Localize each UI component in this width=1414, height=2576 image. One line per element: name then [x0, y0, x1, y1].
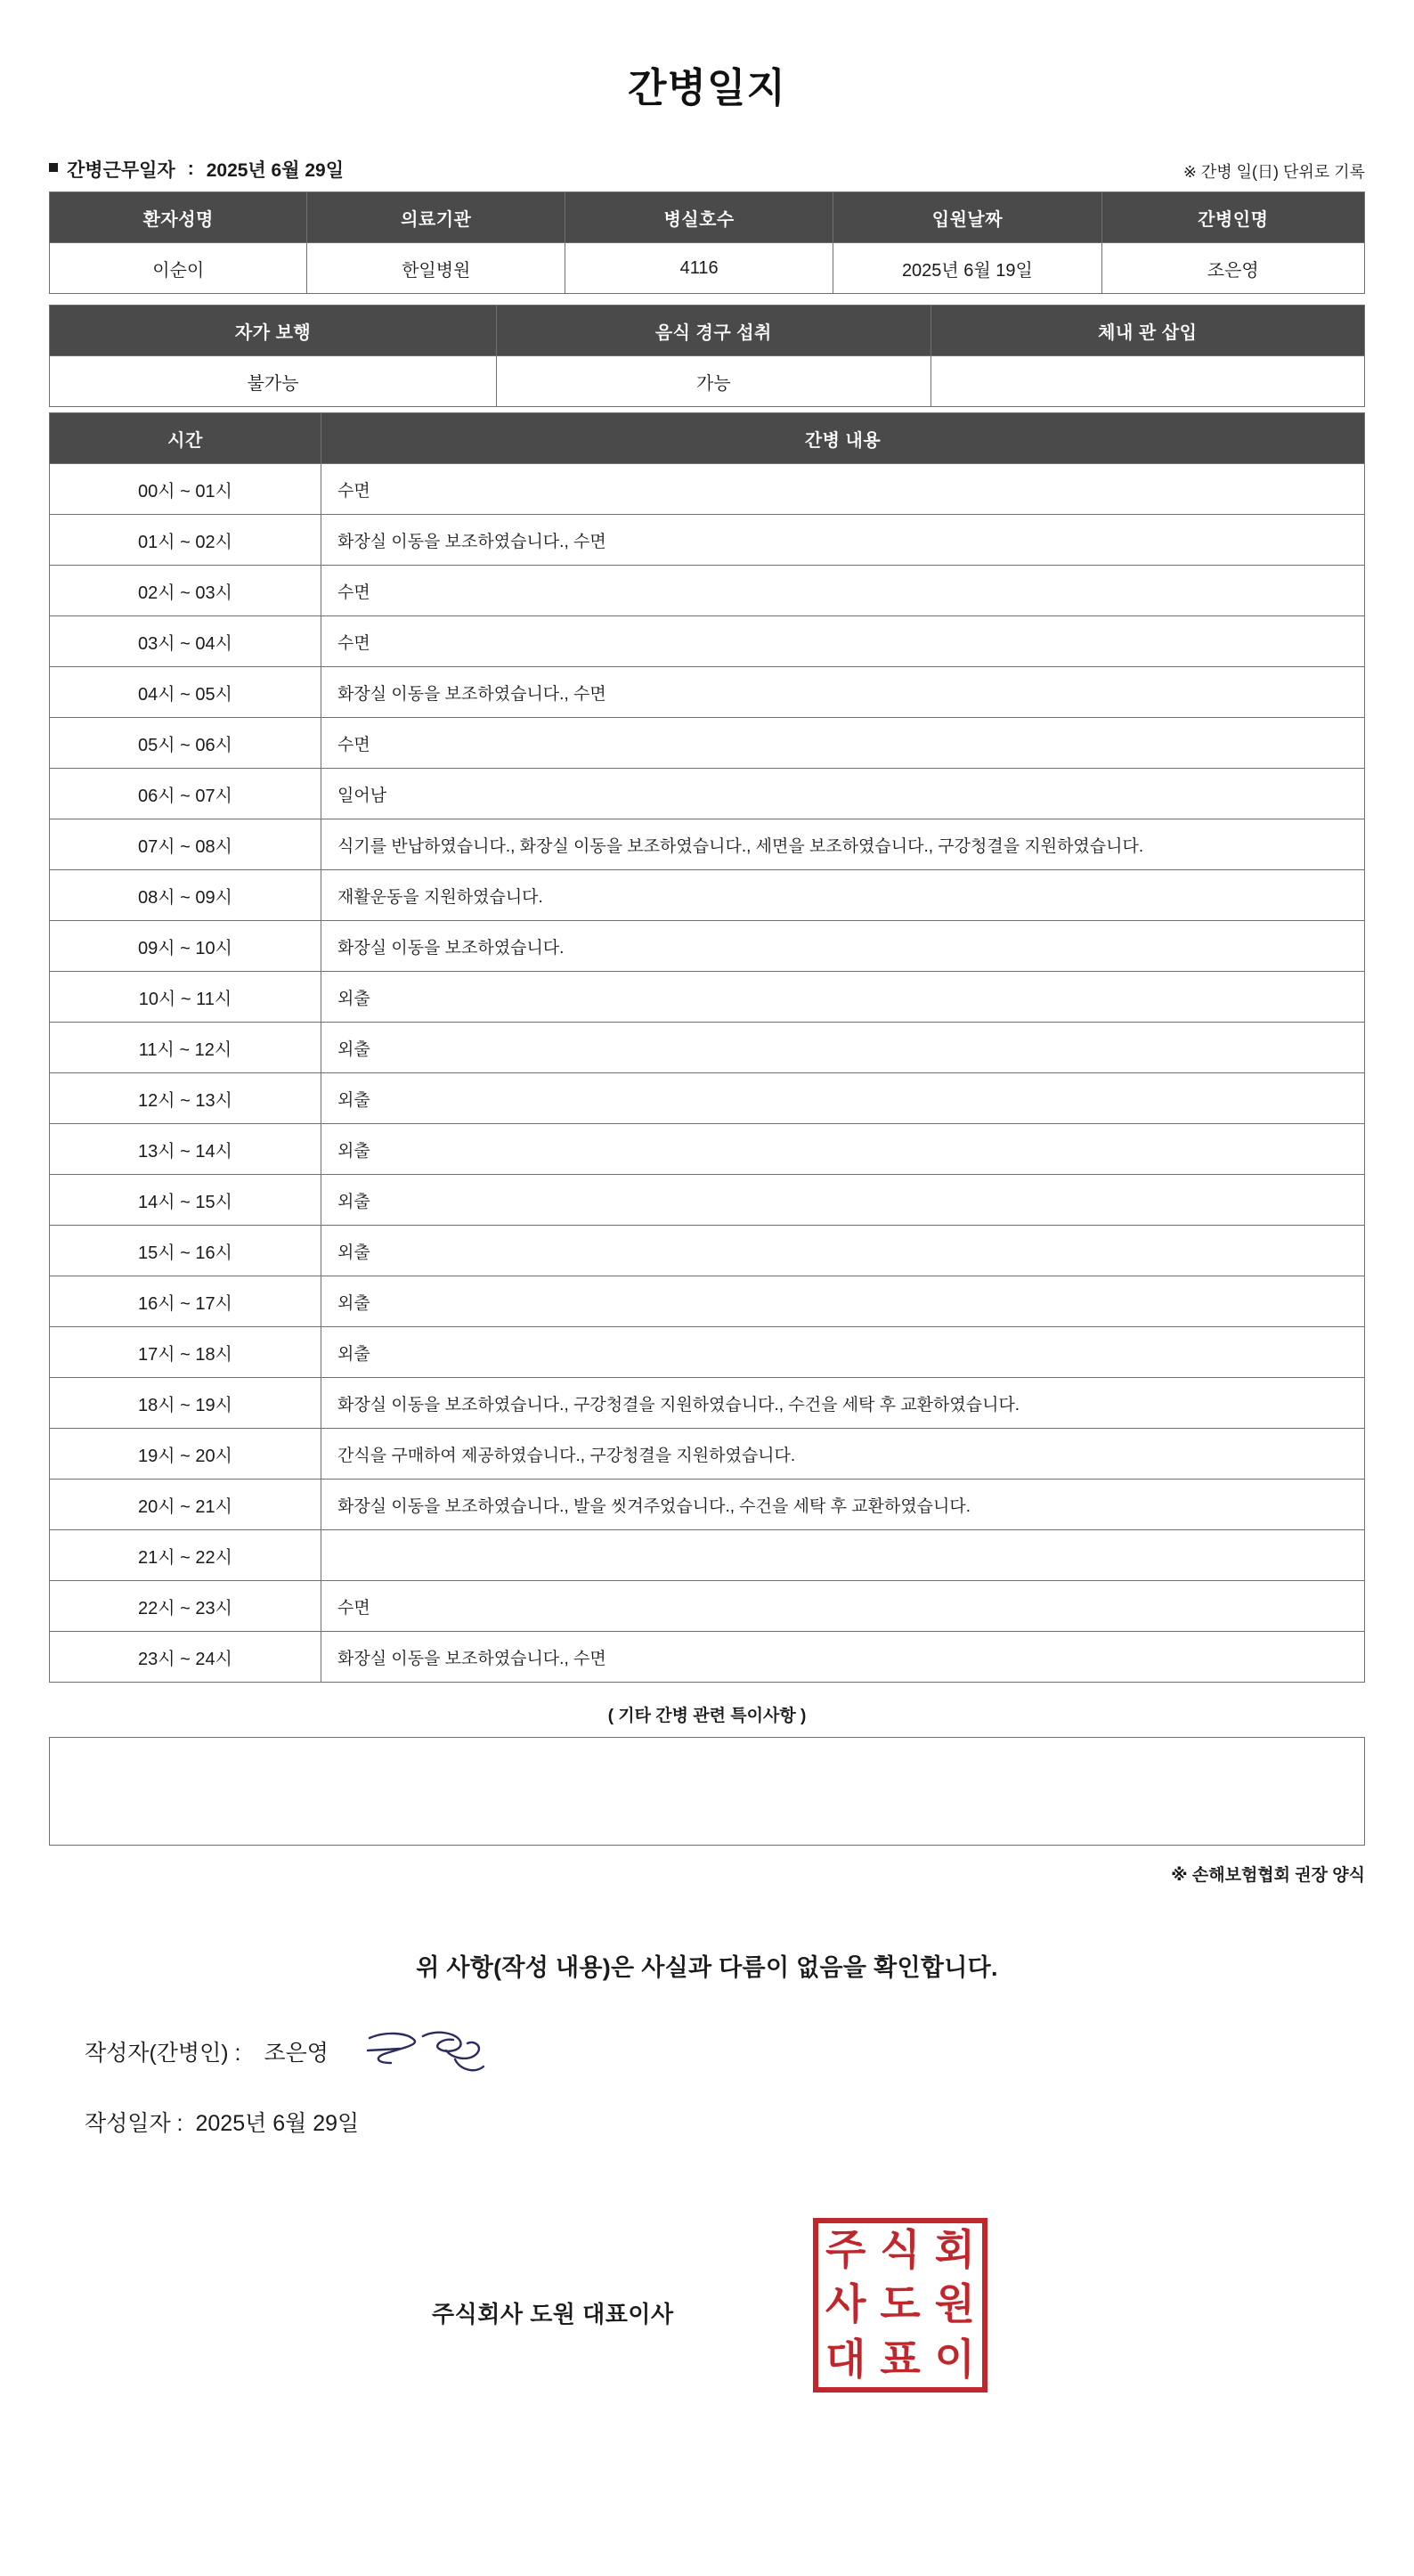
- col-header-time: 시간: [50, 413, 321, 464]
- cell-time: 15시 ~ 16시: [50, 1226, 321, 1276]
- value-room-number: 4116: [565, 243, 833, 294]
- value-hospital: 한일병원: [307, 243, 565, 294]
- cell-note: 외출: [321, 1124, 1365, 1175]
- remarks-box[interactable]: [49, 1737, 1365, 1846]
- cell-time: 19시 ~ 20시: [50, 1429, 321, 1480]
- table-row: [50, 870, 1365, 921]
- cell-note: 화장실 이동을 보조하였습니다., 수면: [321, 515, 1365, 566]
- cell-note: 외출: [321, 1226, 1365, 1276]
- hourly-log-table: [49, 412, 1365, 1683]
- association-note: ※ 손해보험협회 권장 양식: [1171, 1866, 1365, 1885]
- cell-note: 간식을 구매하여 제공하였습니다., 구강청결을 지원하였습니다.: [321, 1429, 1365, 1480]
- cell-time: 17시 ~ 18시: [50, 1327, 321, 1378]
- cell-time: 03시 ~ 04시: [50, 616, 321, 667]
- unit-note: ※ 간병 일(日) 단위로 기록: [1182, 163, 1365, 181]
- table-gap: [49, 294, 1365, 299]
- table-row: [50, 1530, 1365, 1581]
- cell-note: 수면: [321, 1581, 1365, 1632]
- author-value: 조은영: [264, 2041, 329, 2066]
- value-oral-intake: 가능: [497, 356, 930, 407]
- table-row: [50, 718, 1365, 769]
- cell-time: 23시 ~ 24시: [50, 1632, 321, 1683]
- cell-note: 화장실 이동을 보조하였습니다., 수면: [321, 1632, 1365, 1683]
- table-row: [50, 1023, 1365, 1073]
- table-row: [50, 1327, 1365, 1378]
- author-row: [49, 2024, 1365, 2106]
- col-header-hospital: 의료기관: [307, 192, 565, 243]
- col-header-caregiver-name: 간병인명: [1101, 192, 1364, 243]
- seal-char: 이: [934, 2335, 976, 2384]
- cell-time: 05시 ~ 06시: [50, 718, 321, 769]
- cell-note: 화장실 이동을 보조하였습니다., 발을 씻겨주었습니다., 수건을 세탁 후 교환하였습니다.: [321, 1480, 1365, 1530]
- work-date-label: 간병근무일자: [67, 160, 175, 181]
- value-admission-date: 2025년 6월 19일: [833, 243, 1101, 294]
- seal-char: 대: [825, 2335, 866, 2384]
- table-row: [50, 616, 1365, 667]
- write-date-row: [49, 2106, 1365, 2138]
- patient-info-table: [49, 192, 1365, 294]
- company-name: 주식회사 도원 대표이사: [432, 2301, 674, 2327]
- table-header-row: [50, 413, 1365, 464]
- cell-time: 22시 ~ 23시: [50, 1581, 321, 1632]
- cell-time: 16시 ~ 17시: [50, 1276, 321, 1327]
- table-row: [50, 566, 1365, 616]
- meta-row: [49, 156, 1365, 192]
- cell-note: [321, 1530, 1365, 1581]
- table-row: [50, 921, 1365, 972]
- bullet-square-icon: [49, 163, 58, 172]
- cell-note: 화장실 이동을 보조하였습니다., 구강청결을 지원하였습니다., 수건을 세탁 후 교환하였습니다.: [321, 1378, 1365, 1429]
- cell-note: 외출: [321, 1175, 1365, 1226]
- cell-note: 수면: [321, 566, 1365, 616]
- write-date-label: 작성일자 :: [85, 2111, 183, 2136]
- table-row: [50, 1175, 1365, 1226]
- col-header-patient-name: 환자성명: [50, 192, 307, 243]
- table-row: [50, 515, 1365, 566]
- table-row: [50, 972, 1365, 1023]
- table-row: [50, 1378, 1365, 1429]
- col-header-admission-date: 입원날짜: [833, 192, 1101, 243]
- cell-note: 수면: [321, 718, 1365, 769]
- work-date-value: 2025년 6월 29일: [206, 160, 344, 181]
- cell-note: 외출: [321, 1327, 1365, 1378]
- cell-note: 외출: [321, 1023, 1365, 1073]
- cell-note: 식기를 반납하였습니다., 화장실 이동을 보조하였습니다., 세면을 보조하였습니다., 구강청결을 지원하였습니다.: [321, 819, 1365, 870]
- table-row: [50, 1124, 1365, 1175]
- cell-note: 외출: [321, 1276, 1365, 1327]
- table-row: [50, 464, 1365, 515]
- col-header-oral-intake: 음식 경구 섭취: [497, 306, 930, 356]
- seal-char: 표: [880, 2335, 921, 2384]
- work-date: [49, 156, 344, 183]
- cell-time: 14시 ~ 15시: [50, 1175, 321, 1226]
- cell-note: 외출: [321, 1073, 1365, 1124]
- author-label: 작성자(간병인) :: [85, 2041, 241, 2066]
- table-row: [50, 1226, 1365, 1276]
- col-header-self-walking: 자가 보행: [50, 306, 497, 356]
- seal-char: 식: [880, 2226, 921, 2276]
- cell-time: 06시 ~ 07시: [50, 769, 321, 819]
- value-patient-name: 이순이: [50, 243, 307, 294]
- table-row: [50, 356, 1365, 407]
- remarks-title: ( 기타 간병 관련 특이사항 ): [607, 1707, 807, 1725]
- cell-time: 08시 ~ 09시: [50, 870, 321, 921]
- seal-char: 주: [825, 2226, 866, 2276]
- cell-time: 12시 ~ 13시: [50, 1073, 321, 1124]
- cell-time: 11시 ~ 12시: [50, 1023, 321, 1073]
- cell-note: 일어남: [321, 769, 1365, 819]
- cell-note: 화장실 이동을 보조하였습니다.: [321, 921, 1365, 972]
- value-caregiver-name: 조은영: [1101, 243, 1364, 294]
- seal-char: 사: [825, 2280, 866, 2330]
- table-row: [50, 1429, 1365, 1480]
- cell-time: 04시 ~ 05시: [50, 667, 321, 718]
- cell-time: 07시 ~ 08시: [50, 819, 321, 870]
- confirmation-statement: 위 사항(작성 내용)은 사실과 다름이 없음을 확인합니다.: [416, 1954, 998, 1981]
- handwritten-signature: [361, 2024, 494, 2079]
- col-header-internal-tube: 체내 관 삽입: [930, 306, 1364, 356]
- table-row: [50, 1581, 1365, 1632]
- cell-time: 01시 ~ 02시: [50, 515, 321, 566]
- table-row: [50, 1276, 1365, 1327]
- table-row: [50, 819, 1365, 870]
- col-header-room-number: 병실호수: [565, 192, 833, 243]
- cell-time: 09시 ~ 10시: [50, 921, 321, 972]
- condition-table: [49, 305, 1365, 407]
- cell-time: 02시 ~ 03시: [50, 566, 321, 616]
- write-date-value: 2025년 6월 29일: [195, 2111, 360, 2136]
- cell-note: 재활운동을 지원하였습니다.: [321, 870, 1365, 921]
- value-self-walking: 불가능: [50, 356, 497, 407]
- table-header-row: [50, 192, 1365, 243]
- work-date-colon: :: [187, 159, 194, 179]
- cell-note: 수면: [321, 464, 1365, 515]
- cell-time: 18시 ~ 19시: [50, 1378, 321, 1429]
- cell-note: 수면: [321, 616, 1365, 667]
- cell-time: 00시 ~ 01시: [50, 464, 321, 515]
- seal-char: 원: [934, 2280, 976, 2330]
- table-row: [50, 1480, 1365, 1530]
- col-header-care-content: 간병 내용: [321, 413, 1365, 464]
- table-row: [50, 1073, 1365, 1124]
- cell-time: 20시 ~ 21시: [50, 1480, 321, 1530]
- cell-time: 13시 ~ 14시: [50, 1124, 321, 1175]
- cell-time: 10시 ~ 11시: [50, 972, 321, 1023]
- seal-char: 회: [934, 2226, 976, 2276]
- table-header-row: [50, 306, 1365, 356]
- company-block: [49, 2191, 1365, 2396]
- table-row: [50, 769, 1365, 819]
- table-row: [50, 243, 1365, 294]
- cell-time: 21시 ~ 22시: [50, 1530, 321, 1581]
- page-title: 간병일지: [628, 65, 786, 110]
- cell-note: 화장실 이동을 보조하였습니다., 수면: [321, 667, 1365, 718]
- value-internal-tube: [930, 356, 1364, 407]
- seal-char: 도: [880, 2280, 921, 2330]
- company-seal-stamp: [813, 2218, 987, 2393]
- table-row: [50, 1632, 1365, 1683]
- table-row: [50, 667, 1365, 718]
- cell-note: 외출: [321, 972, 1365, 1023]
